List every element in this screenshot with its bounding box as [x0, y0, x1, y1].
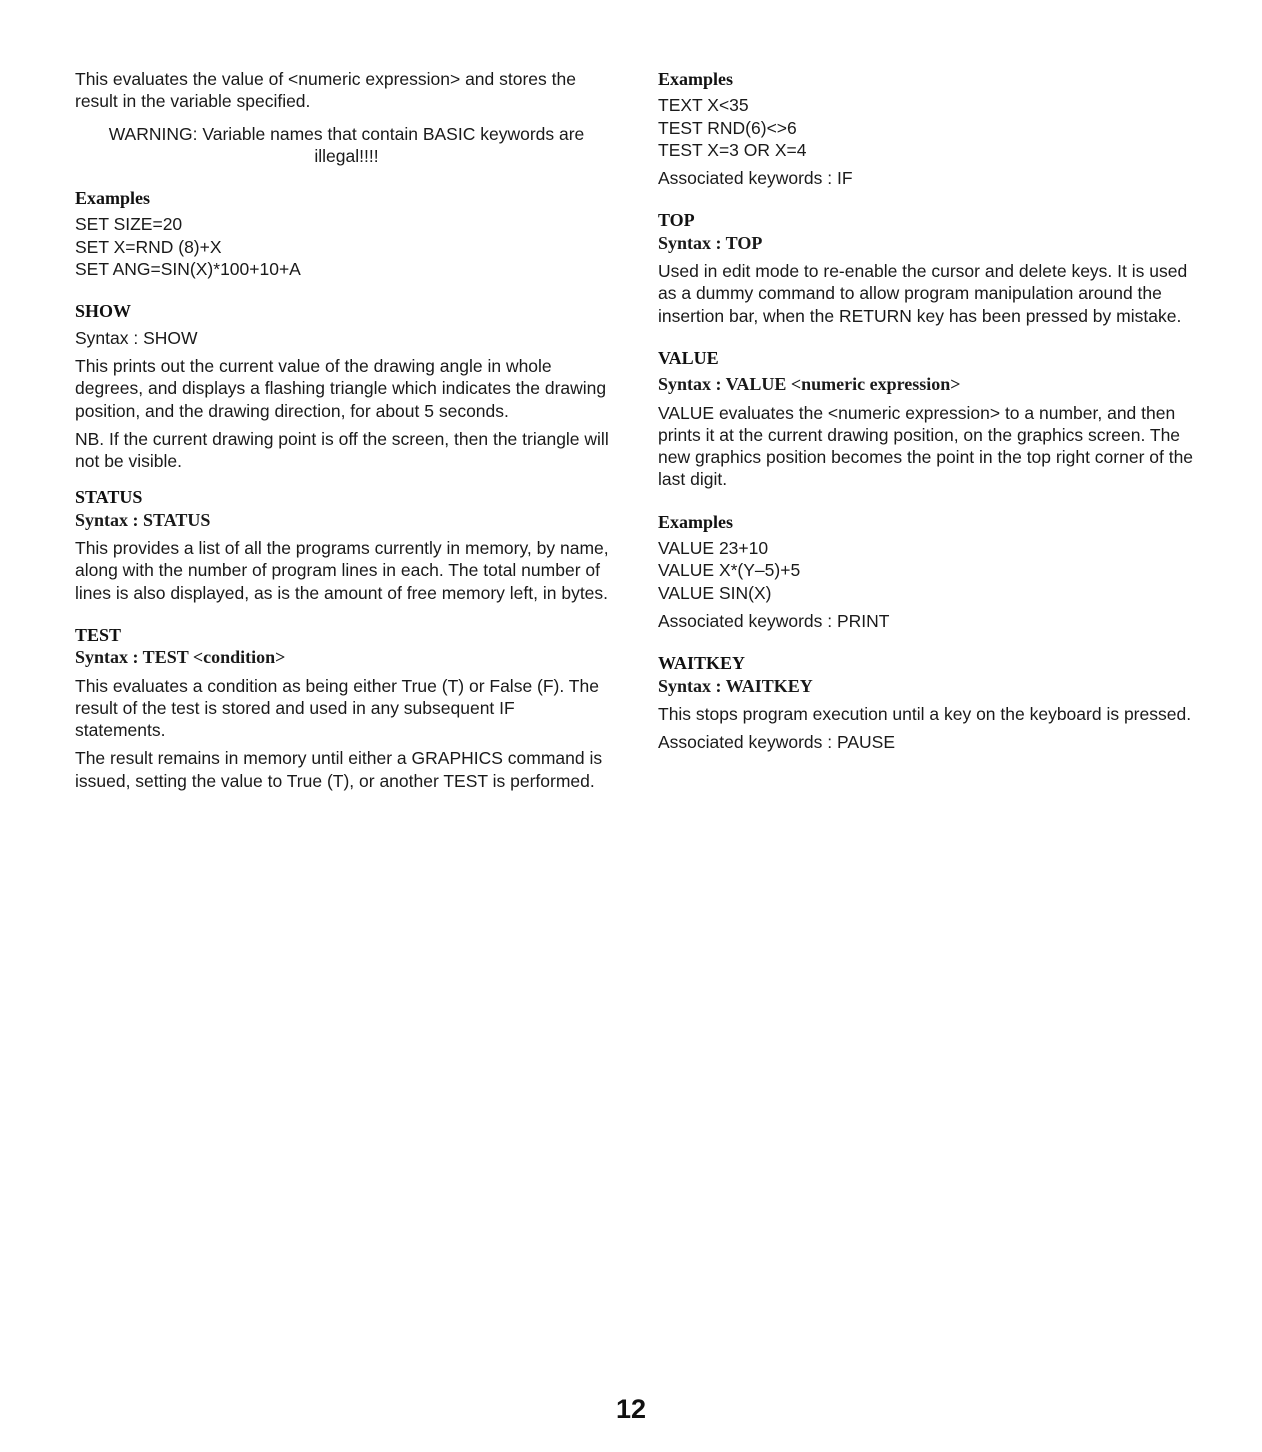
status-syntax: Syntax : STATUS — [75, 509, 211, 530]
waitkey-title: WAITKEY — [658, 653, 746, 674]
waitkey-description: This stops program execution until a key on the keyboard is pressed. — [658, 703, 1192, 724]
left-column — [75, 68, 610, 798]
show-syntax: Syntax : SHOW — [75, 327, 198, 348]
show-note: NB. If the current drawing point is off the screen, then the triangle will not be visible. — [75, 428, 609, 472]
page-number: 12 — [615, 1394, 647, 1424]
value-example-1: VALUE 23+10 — [658, 538, 769, 559]
test-syntax: Syntax : TEST <condition> — [75, 647, 286, 668]
show-title: SHOW — [75, 301, 132, 322]
value-syntax: Syntax : VALUE <numeric expression> — [658, 374, 961, 395]
warning-note: WARNING: Variable names that contain BASIC keywords are illegal!!!! — [108, 123, 585, 166]
value-description: VALUE evaluates the <numeric expression> to a number, and then prints it at the current drawing position, on the graphics screen. The new graphics position becomes the point in the top right corner of the last digit. — [658, 402, 1194, 490]
test-title: TEST — [75, 624, 122, 645]
show-description: This prints out the current value of the drawing angle in whole degrees, and displays a flashing triangle which indicates the drawing position, and the drawing direction, for about 5 seconds. — [75, 355, 607, 421]
value-example-2: VALUE X*(Y–5)+5 — [658, 560, 801, 581]
test-example-2: TEST RND(6)<>6 — [658, 117, 797, 138]
status-title: STATUS — [75, 487, 143, 508]
set-example-1: SET SIZE=20 — [75, 214, 183, 235]
test-example-3: TEST X=3 OR X=4 — [658, 139, 807, 160]
value-title: VALUE — [658, 347, 719, 368]
value-example-3: VALUE SIN(X) — [658, 582, 772, 603]
top-title: TOP — [658, 210, 695, 231]
top-description: Used in edit mode to re-enable the cursor and delete keys. It is used as a dummy command to allow program manipulation around the insertion bar, when the RETURN key has been pressed by mistake. — [658, 261, 1188, 326]
set-example-2: SET X=RND (8)+X — [75, 236, 222, 257]
test-description-2: The result remains in memory until either a GRAPHICS command is issued, setting the value to True (T), or another TEST is performed. — [75, 748, 603, 791]
test-example-1: TEXT X<35 — [658, 95, 749, 116]
value-associated-keywords: Associated keywords : PRINT — [658, 610, 890, 631]
waitkey-associated-keywords: Associated keywords : PAUSE — [658, 732, 895, 753]
right-column — [658, 68, 1203, 759]
top-syntax: Syntax : TOP — [658, 232, 763, 253]
set-example-3: SET ANG=SIN(X)*100+10+A — [75, 259, 301, 280]
set-description: This evaluates the value of <numeric expression> and stores the result in the variable specified. — [75, 69, 576, 112]
test-associated-keywords: Associated keywords : IF — [658, 168, 853, 189]
test-description: This evaluates a condition as being either True (T) or False (F). The result of the test is stored and used in any subsequent IF statements. — [75, 675, 599, 741]
set-examples-heading: Examples — [75, 188, 151, 209]
value-examples-heading: Examples — [658, 511, 734, 532]
test-examples-heading: Examples — [658, 69, 734, 89]
status-description: This provides a list of all the programs currently in memory, by name, along with the number of program lines in each. The total number of lines is also displayed, as is the amount of free memory left, in bytes. — [75, 538, 609, 603]
waitkey-syntax: Syntax : WAITKEY — [658, 675, 813, 696]
